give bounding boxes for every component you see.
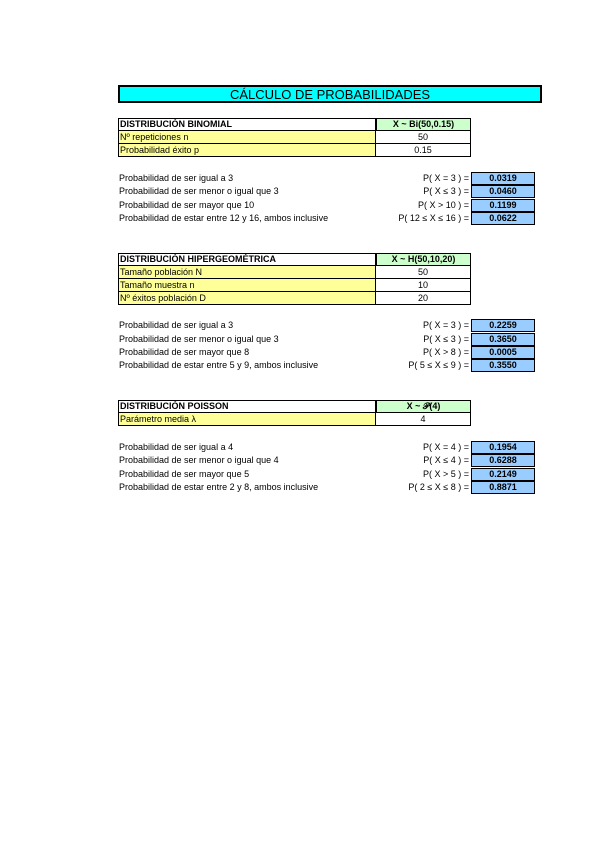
hypergeometric-param-D-input[interactable]: 20 xyxy=(376,292,471,305)
poisson-prob-expr-4: P( 2 ≤ X ≤ 8 ) = xyxy=(408,482,469,492)
binomial-prob-label-2: Probabilidad de ser menor o igual que 3 xyxy=(119,186,279,196)
poisson-prob-result-3: 0.2149 xyxy=(471,468,535,481)
poisson-prob-expr-1: P( X = 4 ) = xyxy=(422,442,469,452)
binomial-prob-label-1: Probabilidad de ser igual a 3 xyxy=(119,173,234,183)
binomial-prob-label-4: Probabilidad de estar entre 12 y 16, ambos inclusive xyxy=(119,213,329,223)
binomial-prob-expr-4: P( 12 ≤ X ≤ 16 ) = xyxy=(398,213,469,223)
poisson-prob-label-4: Probabilidad de estar entre 2 y 8, ambos inclusive xyxy=(119,482,319,492)
poisson-prob-result-4: 0.8871 xyxy=(471,481,535,494)
hypergeometric-param-n-label: Tamaño muestra n xyxy=(118,279,376,292)
poisson-header: DISTRIBUCIÓN POISSON xyxy=(118,400,376,413)
poisson-prob-expr-3: P( X > 5 ) = xyxy=(422,469,469,479)
hypergeometric-param-N-input[interactable]: 50 xyxy=(376,266,471,279)
binomial-prob-expr-2: P( X ≤ 3 ) = xyxy=(423,186,469,196)
binomial-prob-result-1: 0.0319 xyxy=(471,172,535,185)
hypergeometric-param-N-label: Tamaño población N xyxy=(118,266,376,279)
hypergeometric-prob-label-1: Probabilidad de ser igual a 3 xyxy=(119,320,234,330)
hypergeometric-param-n-input[interactable]: 10 xyxy=(376,279,471,292)
poisson-model: X ~ 𝒫(4) xyxy=(376,400,471,413)
binomial-prob-expr-3: P( X > 10 ) = xyxy=(417,200,469,210)
page-title: CÁLCULO DE PROBABILIDADES xyxy=(118,85,542,103)
poisson-param-lambda-label: Parámetro media λ xyxy=(118,413,376,426)
binomial-prob-result-3: 0.1199 xyxy=(471,199,535,212)
binomial-param-n-input[interactable]: 50 xyxy=(376,131,471,144)
poisson-prob-result-2: 0.6288 xyxy=(471,454,535,467)
hypergeometric-prob-expr-4: P( 5 ≤ X ≤ 9 ) = xyxy=(408,360,469,370)
binomial-prob-result-4: 0.0622 xyxy=(471,212,535,225)
hypergeometric-prob-result-2: 0.3650 xyxy=(471,333,535,346)
hypergeometric-param-D-label: Nº éxitos población D xyxy=(118,292,376,305)
hypergeometric-header: DISTRIBUCIÓN HIPERGEOMÉTRICA xyxy=(118,253,376,266)
binomial-param-p-label: Probabilidad éxito p xyxy=(118,144,376,157)
hypergeometric-prob-result-3: 0.0005 xyxy=(471,346,535,359)
hypergeometric-prob-label-4: Probabilidad de estar entre 5 y 9, ambos inclusive xyxy=(119,360,319,370)
poisson-prob-result-1: 0.1954 xyxy=(471,441,535,454)
hypergeometric-prob-result-4: 0.3550 xyxy=(471,359,535,372)
hypergeometric-prob-result-1: 0.2259 xyxy=(471,319,535,332)
binomial-prob-label-3: Probabilidad de ser mayor que 10 xyxy=(119,200,255,210)
hypergeometric-prob-label-3: Probabilidad de ser mayor que 8 xyxy=(119,347,250,357)
hypergeometric-model: X ~ H(50,10,20) xyxy=(376,253,471,266)
hypergeometric-prob-expr-1: P( X = 3 ) = xyxy=(422,320,469,330)
poisson-prob-expr-2: P( X ≤ 4 ) = xyxy=(423,455,469,465)
hypergeometric-prob-label-2: Probabilidad de ser menor o igual que 3 xyxy=(119,334,279,344)
binomial-param-p-input[interactable]: 0.15 xyxy=(376,144,471,157)
binomial-prob-expr-1: P( X = 3 ) = xyxy=(422,173,469,183)
binomial-header: DISTRIBUCIÓN BINOMIAL xyxy=(118,118,376,131)
hypergeometric-prob-expr-3: P( X > 8 ) = xyxy=(422,347,469,357)
poisson-prob-label-2: Probabilidad de ser menor o igual que 4 xyxy=(119,455,279,465)
poisson-prob-label-3: Probabilidad de ser mayor que 5 xyxy=(119,469,250,479)
binomial-prob-result-2: 0.0460 xyxy=(471,185,535,198)
binomial-model: X ~ Bi(50,0.15) xyxy=(376,118,471,131)
hypergeometric-prob-expr-2: P( X ≤ 3 ) = xyxy=(423,334,469,344)
poisson-prob-label-1: Probabilidad de ser igual a 4 xyxy=(119,442,234,452)
binomial-param-n-label: Nº repeticiones n xyxy=(118,131,376,144)
poisson-param-lambda-input[interactable]: 4 xyxy=(376,413,471,426)
